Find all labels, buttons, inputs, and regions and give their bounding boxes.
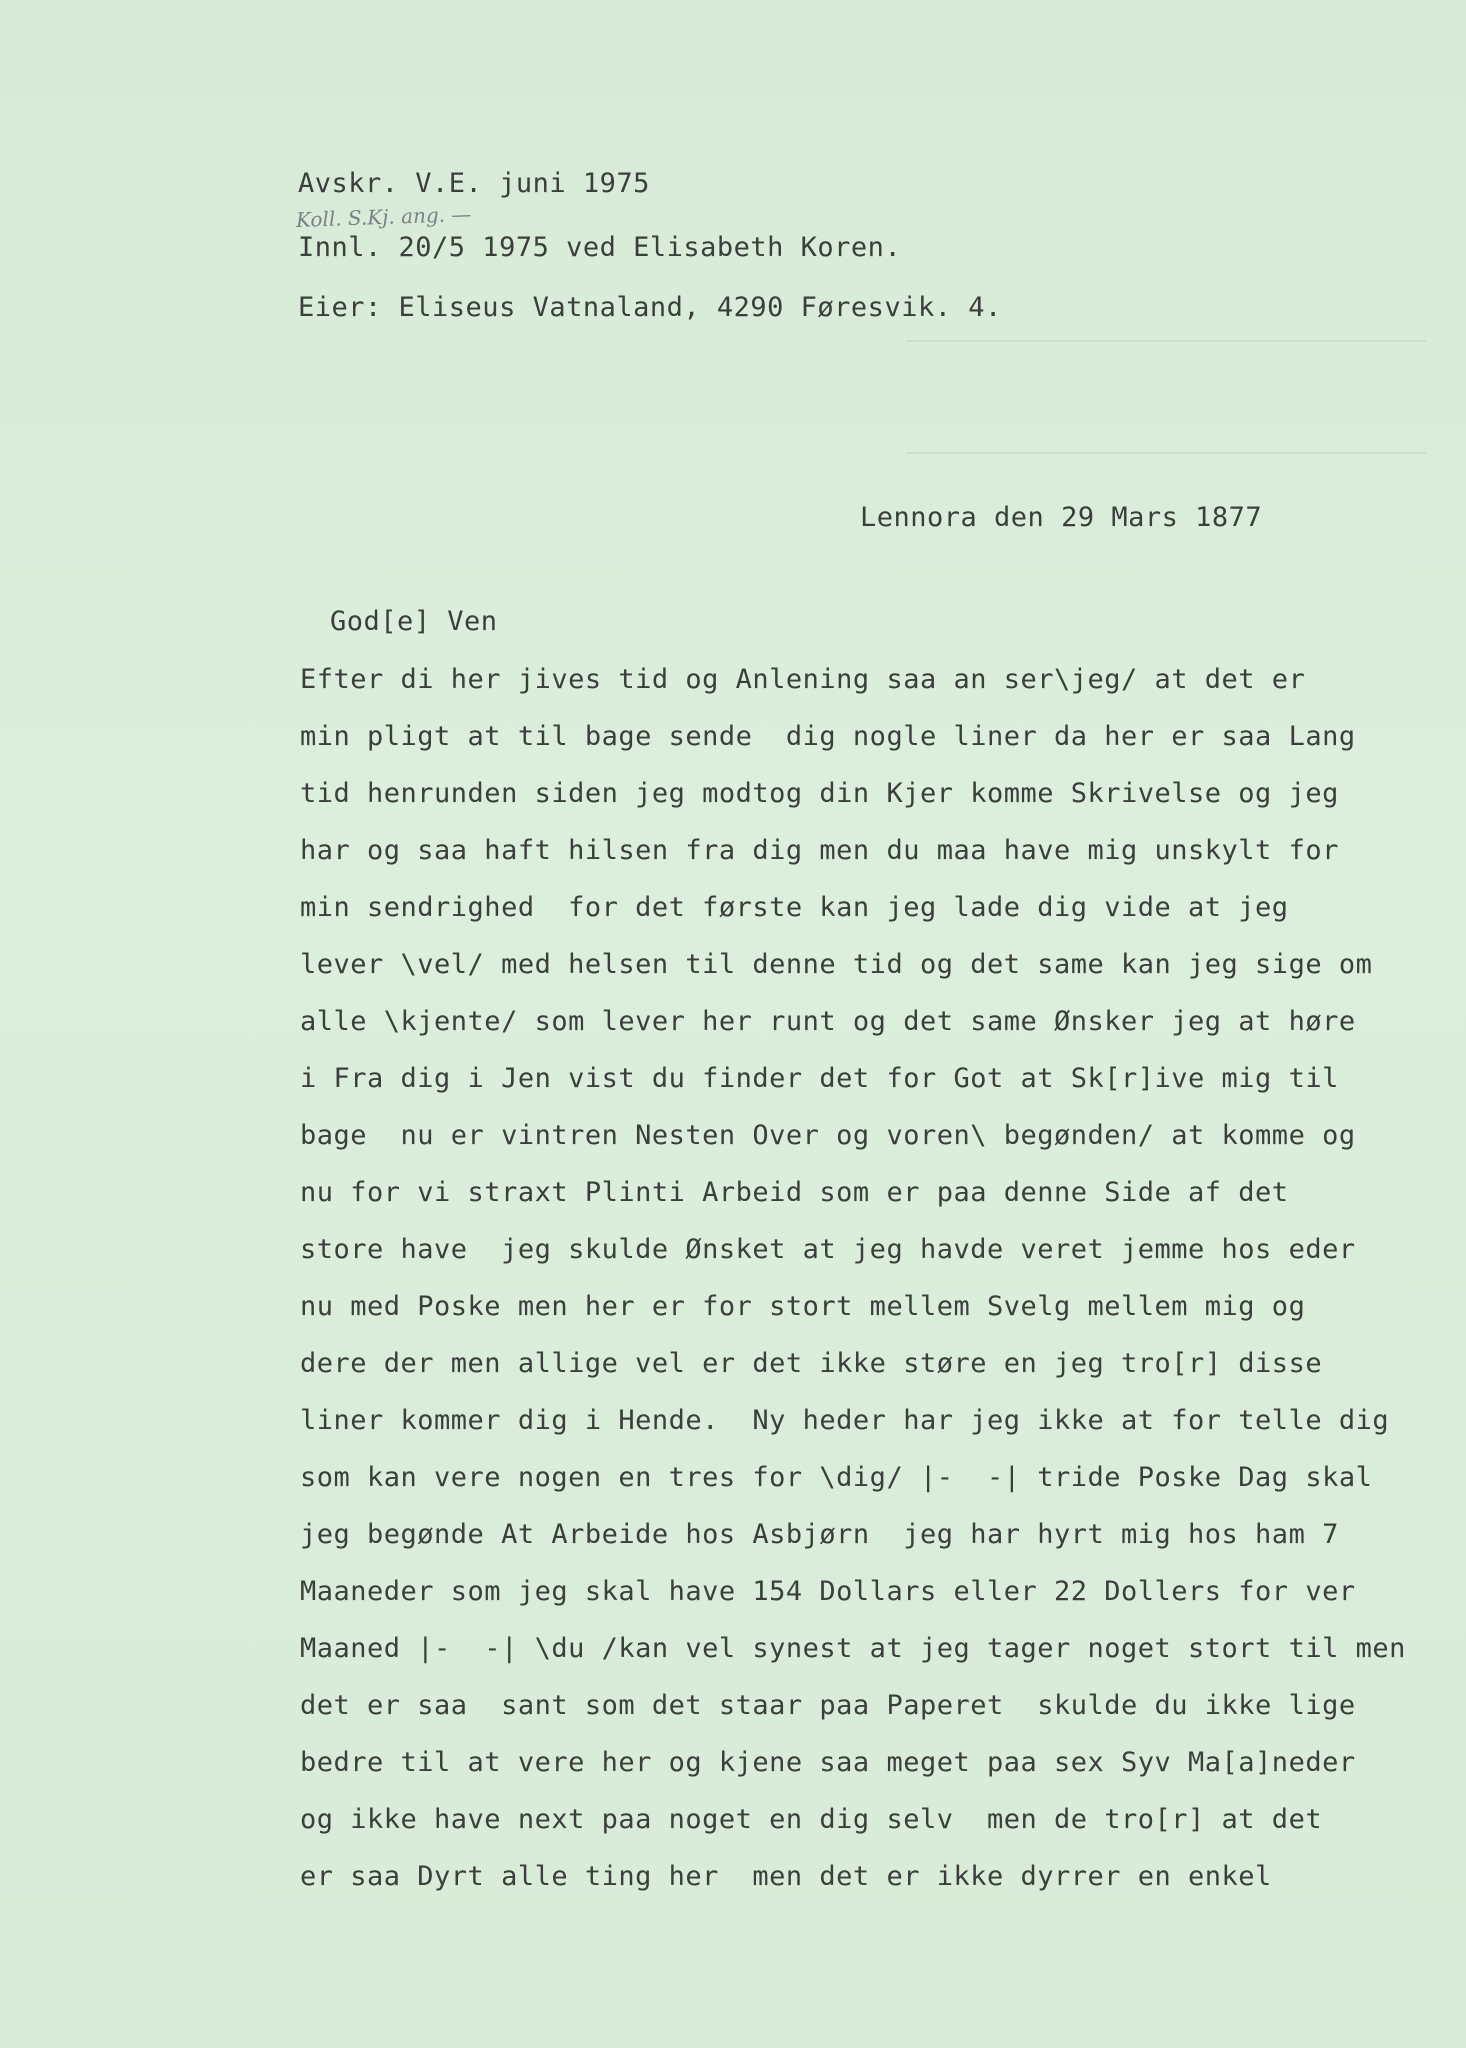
letter-line: Maaneder som jeg skal have 154 Dollars eller 22 Dollers for ver	[300, 1576, 1356, 1607]
letter-line: Maaned |- -| \du /kan vel synest at jeg tager noget stort til men	[300, 1633, 1406, 1664]
letter-line: min pligt at til bage sende dig nogle liner da her er saa Lang	[300, 721, 1356, 752]
letter-line: som kan vere nogen en tres for \dig/ |- -| tride Poske Dag skal	[300, 1462, 1373, 1493]
letter-line: nu med Poske men her er for stort mellem Svelg mellem mig og	[300, 1291, 1306, 1322]
letter-line: lever \vel/ med helsen til denne tid og det same kan jeg sige om	[300, 949, 1373, 980]
bleed-through-mark	[906, 340, 1426, 454]
letter-line: jeg begønde At Arbeide hos Asbjørn jeg har hyrt mig hos ham 7	[300, 1519, 1339, 1550]
header-transcription-note: Avskr. V.E. juni 1975	[298, 168, 650, 199]
header-received-note: Innl. 20/5 1975 ved Elisabeth Koren.	[298, 232, 902, 263]
letter-line: bedre til at vere her og kjene saa meget paa sex Syv Ma[a]neder	[300, 1747, 1356, 1778]
letter-line: har og saa haft hilsen fra dig men du maa have mig unskylt for	[300, 835, 1339, 866]
letter-line: alle \kjente/ som lever her runt og det same Ønsker jeg at høre	[300, 1006, 1356, 1037]
letter-line: nu for vi straxt Plinti Arbeid som er paa denne Side af det	[300, 1177, 1289, 1208]
letter-line: min sendrighed for det første kan jeg lade dig vide at jeg	[300, 892, 1289, 923]
letter-place-date: Lennora den 29 Mars 1877	[860, 502, 1263, 533]
letter-line: Efter di her jives tid og Anlening saa an ser\jeg/ at det er	[300, 664, 1306, 695]
letter-line: store have jeg skulde Ønsket at jeg havde veret jemme hos eder	[300, 1234, 1356, 1265]
letter-line: er saa Dyrt alle ting her men det er ikke dyrrer en enkel	[300, 1861, 1272, 1892]
letter-salutation: God[e] Ven	[330, 606, 498, 637]
handwritten-annotation: Koll. S.Kj. ang. —	[295, 201, 472, 232]
header-owner-note: Eier: Eliseus Vatnaland, 4290 Føresvik. 4.	[298, 292, 1002, 323]
letter-line: tid henrunden siden jeg modtog din Kjer komme Skrivelse og jeg	[300, 778, 1339, 809]
letter-line: i Fra dig i Jen vist du finder det for Got at Sk[r]ive mig til	[300, 1063, 1339, 1094]
letter-line: det er saa sant som det staar paa Paperet skulde du ikke lige	[300, 1690, 1356, 1721]
letter-line: bage nu er vintren Nesten Over og voren\ begønden/ at komme og	[300, 1120, 1356, 1151]
letter-line: og ikke have next paa noget en dig selv men de tro[r] at det	[300, 1804, 1323, 1835]
letter-line: dere der men allige vel er det ikke støre en jeg tro[r] disse	[300, 1348, 1323, 1379]
letter-line: liner kommer dig i Hende. Ny heder har jeg ikke at for telle dig	[300, 1405, 1390, 1436]
